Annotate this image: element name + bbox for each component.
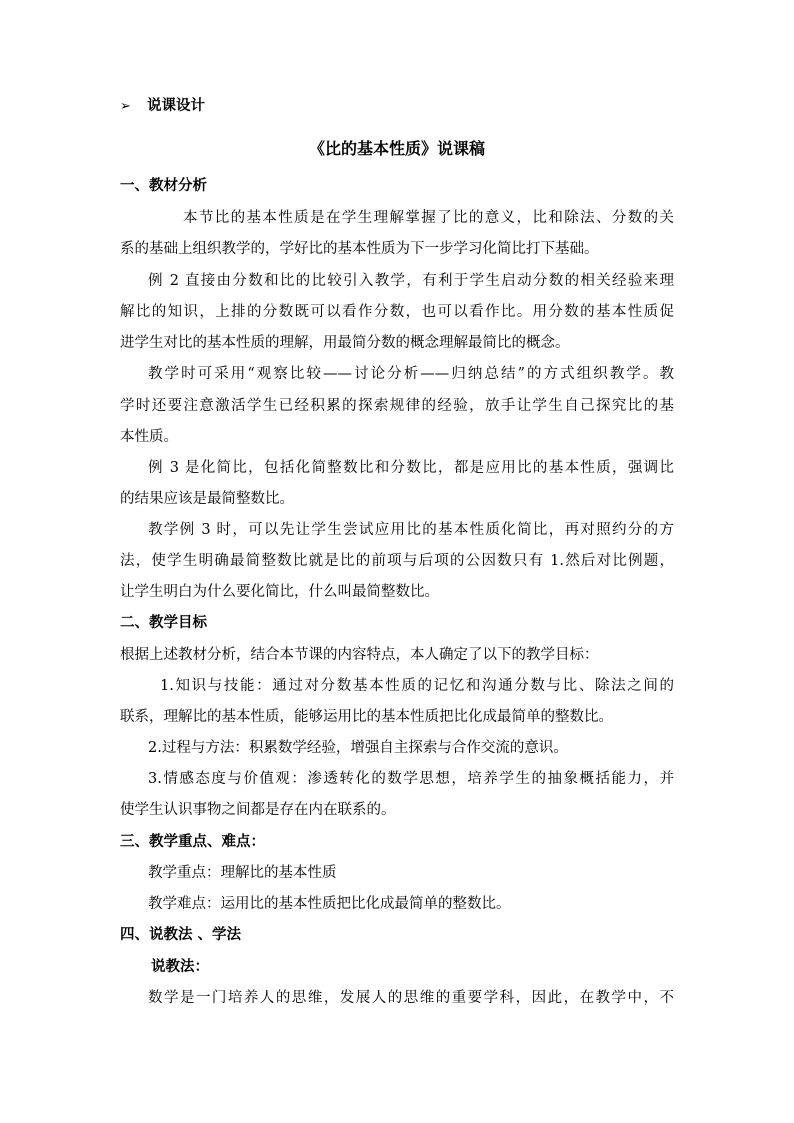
key-point-line: 教学重点：理解比的基本性质 — [148, 865, 337, 881]
heading-key-points: 三、教学重点、难点： — [120, 833, 265, 850]
arrow-bullet-icon: ➢ — [120, 99, 131, 114]
paragraph-line: 根据上述教材分析，结合本节课的内容特点，本人确定了以下的教学目标： — [120, 647, 599, 663]
paragraph-line: 教学时可采用“观察比较——讨论分析——归纳总结”的方式组织教学。教 — [148, 366, 674, 382]
paragraph-line: 教学例 3 时，可以先让学生尝试应用比的基本性质化简比，再对照约分的方 — [148, 522, 674, 538]
paragraph-line: 进学生对比的基本性质的理解，用最简分数的概念理解最简比的概念。 — [120, 335, 570, 351]
objective-line: 3.情感态度与价值观：渗透转化的数学思想，培养学生的抽象概括能力，并 — [148, 771, 674, 787]
heading-teaching-objectives: 二、教学目标 — [120, 614, 207, 631]
paragraph-line: 让学生明白为什么要化简比，什么叫最简整数比。 — [120, 584, 439, 600]
paragraph-line: 本节比的基本性质是在学生理解掌握了比的意义，比和除法、分数的关 — [183, 210, 674, 226]
heading-teaching-material-analysis: 一、教材分析 — [120, 177, 207, 194]
objective-line: 2.过程与方法：积累数学经验，增强自主探索与合作交流的意识。 — [148, 740, 568, 756]
paragraph-line: 解比的知识，上排的分数既可以看作分数，也可以看作比。用分数的基本性质促 — [120, 304, 674, 320]
paragraph-line: 法，使学生明确最简整数比就是比的前项与后项的公因数只有 1.然后对比例题， — [120, 553, 674, 569]
paragraph-line: 例 2 直接由分数和比的比较引入教学，有利于学生启动分数的相关经验来理 — [148, 273, 674, 289]
objective-line: 使学生认识事物之间都是存在内在联系的。 — [120, 802, 396, 818]
paragraph-line: 学时还要注意激活学生已经积累的探索规律的经验，放手让学生自己探究比的基 — [120, 398, 674, 414]
section-label: 说课设计 — [147, 97, 205, 114]
subheading-teaching-method: 说教法： — [151, 958, 209, 975]
heading-teaching-methods: 四、说教法 、学法 — [120, 926, 242, 943]
paragraph-line: 数学是一门培养人的思维，发展人的思维的重要学科，因此，在教学中，不 — [148, 990, 674, 1006]
paragraph-line: 的结果应该是最简整数比。 — [120, 491, 294, 507]
paragraph-line: 系的基础上组织教学的，学好比的基本性质为下一步学习化简比打下基础。 — [120, 241, 599, 257]
difficulty-line: 教学难点：运用比的基本性质把比化成最简单的整数比。 — [148, 896, 511, 912]
objective-line: 1.知识与技能：通过对分数基本性质的记忆和沟通分数与比、除法之间的 — [160, 678, 674, 694]
paragraph-line: 本性质。 — [120, 429, 178, 445]
paragraph-line: 例 3 是化简比，包括化简整数比和分数比，都是应用比的基本性质，强调比 — [148, 460, 674, 476]
objective-line: 联系，理解比的基本性质，能够运用比的基本性质把比化成最简单的整数比。 — [120, 709, 613, 725]
document-title: 《比的基本性质》说课稿 — [308, 139, 485, 158]
